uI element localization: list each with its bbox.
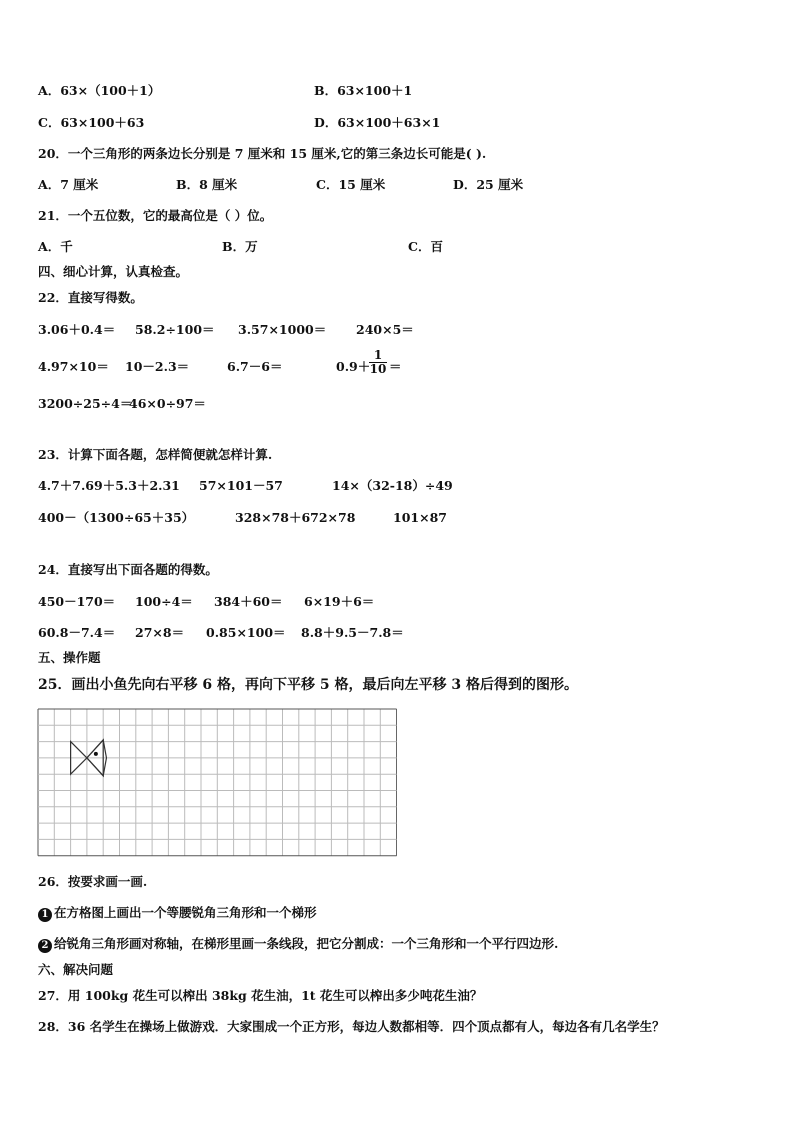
q21-option-c: C．百 [408, 239, 443, 254]
q27-text: 27．用 100kg 花生可以榨出 38kg 花生油，1t 花生可以榨出多少吨花生油？ [38, 988, 483, 1003]
fish-eye [94, 752, 98, 756]
q24-expr: 450－170＝ [38, 594, 116, 609]
q22-expr: 3200÷25÷4＝ [38, 396, 133, 411]
q19-option-a: A．63×（100＋1） [38, 83, 161, 98]
q23-expr: 57×101－57 [199, 478, 283, 493]
q21-option-a: A．千 [38, 239, 73, 254]
q23-expr: 101×87 [393, 510, 447, 525]
q24-expr: 8.8＋9.5－7.8＝ [301, 625, 404, 640]
q22-expr: 46×0÷97＝ [129, 396, 206, 411]
q20-option-c: C．15 厘米 [316, 177, 386, 192]
q23-stem: 23．计算下面各题，怎样简便就怎样计算. [38, 447, 273, 462]
circled-number-1: 1 [38, 908, 52, 922]
q22-stem: 22．直接写得数。 [38, 290, 143, 305]
q19-option-c: C．63×100＋63 [38, 115, 145, 130]
q21-stem: 21．一个五位数，它的最高位是（ ）位。 [38, 208, 273, 223]
q24-expr: 384＋60＝ [214, 594, 283, 609]
circled-number-2: 2 [38, 939, 52, 953]
q24-stem: 24．直接写出下面各题的得数。 [38, 562, 218, 577]
q20-stem: 20．一个三角形的两条边长分别是 7 厘米和 15 厘米,它的第三条边长可能是( ). [38, 146, 487, 161]
q22-expr: 3.57×1000＝ [238, 322, 327, 337]
q19-option-d: D．63×100＋63×1 [314, 115, 441, 130]
q23-expr: 400－（1300÷65＋35） [38, 510, 195, 525]
q23-expr: 328×78＋672×78 [235, 510, 356, 525]
fraction-denominator: 10 [369, 362, 387, 376]
fraction-numerator: 1 [373, 348, 383, 362]
section-4-heading: 四、细心计算，认真检查。 [38, 264, 189, 279]
q24-expr: 100÷4＝ [135, 594, 193, 609]
q24-expr: 27×8＝ [135, 625, 185, 640]
q22-expr: 6.7－6＝ [227, 359, 283, 374]
q26-item-1 [38, 905, 317, 922]
q26-stem: 26．按要求画一画. [38, 874, 148, 889]
q26-item-2 [38, 936, 558, 953]
q22-expr: 58.2÷100＝ [135, 322, 215, 337]
q28-text: 28．36 名学生在操场上做游戏．大家围成一个正方形，每边人数都相等．四个顶点都有人，每边各有几名学生？ [38, 1019, 665, 1034]
q26-item-2-text: 给锐角三角形画对称轴，在梯形里画一条线段，把它分割成：一个三角形和一个平行四边形. [54, 936, 559, 951]
q19-option-b: B．63×100＋1 [314, 83, 413, 98]
q21-option-b: B．万 [222, 239, 258, 254]
q20-option-a: A．7 厘米 [38, 177, 99, 192]
q20-option-d: D．25 厘米 [453, 177, 524, 192]
section-6-heading: 六、解决问题 [38, 962, 114, 977]
q22-expr: 10－2.3＝ [125, 359, 190, 374]
q23-expr: 4.7＋7.69＋5.3＋2.31 [38, 478, 180, 493]
q22-fraction [369, 349, 387, 376]
q22-fraction-equals: ＝ [389, 359, 402, 374]
section-5-heading: 五、操作题 [38, 650, 101, 665]
q20-option-b: B．8 厘米 [176, 177, 238, 192]
q22-expr: 4.97×10＝ [38, 359, 109, 374]
q22-expr: 3.06＋0.4＝ [38, 322, 116, 337]
q23-expr: 14×（32-18）÷49 [332, 478, 453, 493]
q24-expr: 0.85×100＝ [206, 625, 286, 640]
q22-fraction-prefix: 0.9＋ [336, 359, 371, 374]
q24-expr: 6×19＋6＝ [304, 594, 375, 609]
q26-item-1-text: 在方格图上画出一个等腰锐角三角形和一个梯形 [54, 905, 317, 920]
q24-expr: 60.8－7.4＝ [38, 625, 116, 640]
q25-stem: 25．画出小鱼先向右平移 6 格，再向下平移 5 格，最后向左平移 3 格后得到的图形。 [38, 677, 578, 693]
q22-expr: 240×5＝ [356, 322, 414, 337]
square-grid [37, 708, 397, 858]
